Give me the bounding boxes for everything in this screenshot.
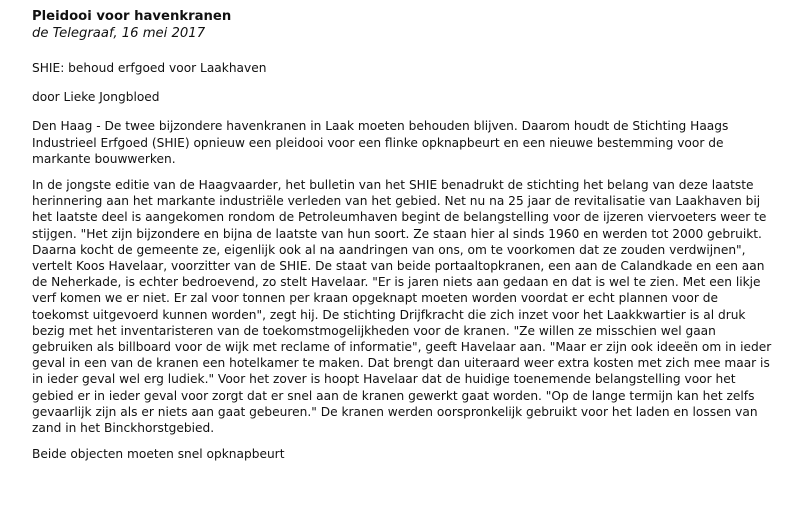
- article-paragraph-main: In de jongste editie van de Haagvaarder, het bulletin van het SHIE benadrukt de stichting het belang van deze laatste herinnering aan het markante industriële verleden van het gebied. Net nu na 25 jaar de revitalisatie van Laakhaven bij het laatste deel is aangekomen rondom de Petroleumhaven begint de belangstelling voor de ijzeren viervoeters weer te stijgen. "Het zijn bijzondere en bijna de laatste van hun soort. Ze staan hier al sinds 1960 en werden tot 2000 gebruikt. Daarna kocht de gemeente ze, eigenlijk ook al na aandringen van ons, om te voorkomen dat ze zouden verdwijnen", vertelt Koos Havelaar, voorzitter van de SHIE. De staat van beide portaaltopkranen, een aan de Calandkade en een aan de Neherkade, is echter bedroevend, zo stelt Havelaar. "Er is jaren niets aan gedaan en dat is wel te zien. Met een likje verf komen we er niet. Er zal voor tonnen per kraan opgeknapt moeten worden voordat er echt plannen voor de toekomst uitgevoerd kunnen worden", zegt hij. De stichting Drijfkracht die zich inzet voor het Laakkwartier is al druk bezig met het inventaristeren van de toekomstmogelijkheden voor de kranen. "Ze willen ze misschien wel gaan gebruiken als billboard voor de wijk met reclame of informatie", geeft Havelaar aan. "Maar er zijn ook ideeën om in ieder geval in een van de kranen een hotelkamer te maken. Dat brengt dan uiteraard weer extra kosten met zich mee maar is in ieder geval wel erg ludiek." Voor het zover is hoopt Havelaar dat de huidige toenemende belangstelling voor het gebied er in ieder geval voor zorgt dat er snel aan de kranen gewerkt gaat worden. "Op de lange termijn kan het zelfs gevaarlijk zijn als er niets aan gaat gebeuren." De kranen werden oorspronkelijk gebruikt voor het laden en lossen van zand in het Binckhorstgebied.: [32, 178, 772, 436]
- article-paragraph-intro: Den Haag - De twee bijzondere havenkranen in Laak moeten behouden blijven. Daarom houdt de Stichting Haags Industrieel Erfgoed (SHIE) opnieuw een pleidooi voor een flinke opknapbeurt en een nieuwe bestemming voor de markante bouwwerken.: [32, 119, 729, 166]
- article-headline: SHIE: behoud erfgoed voor Laakhaven: [32, 61, 267, 75]
- article-source: de Telegraaf, 16 mei 2017: [32, 26, 206, 41]
- article-paragraph-closing: Beide objecten moeten snel opknapbeurt: [32, 447, 285, 462]
- article-title: Pleidooi voor havenkranen: [32, 9, 232, 24]
- article-byline: door Lieke Jongbloed: [32, 90, 160, 105]
